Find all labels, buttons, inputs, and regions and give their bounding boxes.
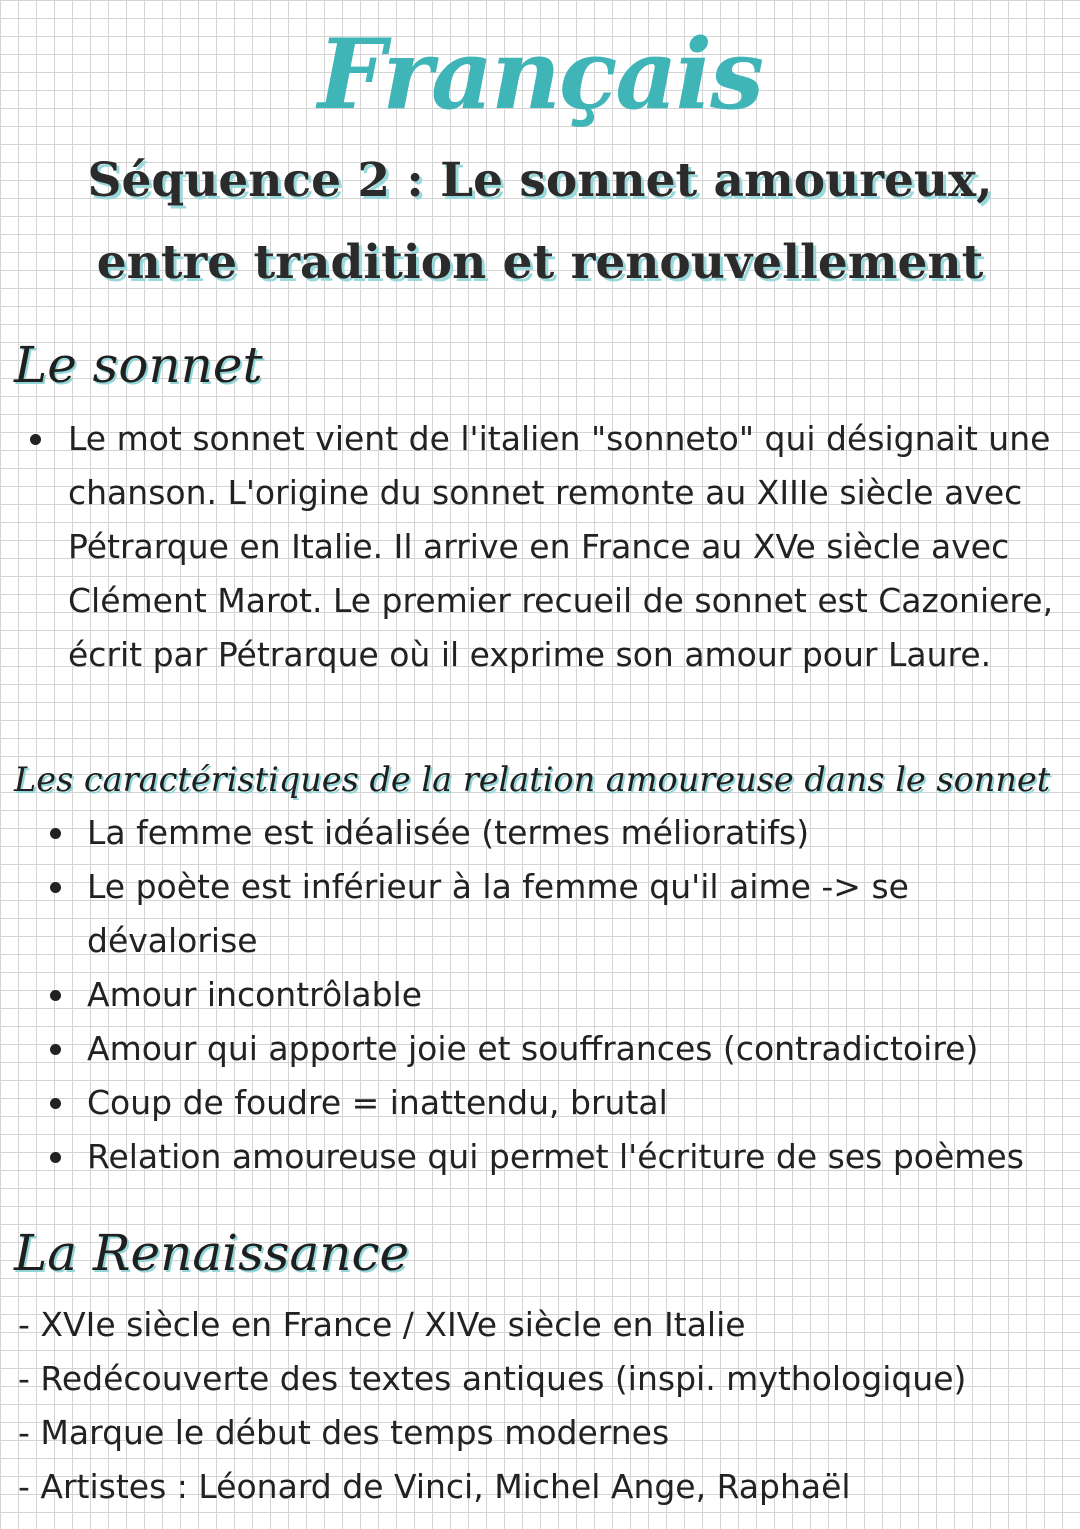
list-item: Coup de foudre = inattendu, brutal <box>87 1076 1077 1130</box>
list-item: Le poète est inférieur à la femme qu'il aime -> se dévalorise <box>87 860 967 968</box>
caracteristiques-list <box>87 806 1077 1184</box>
list-item: - Redécouverte des textes antiques (inspi. mythologique) <box>18 1352 1068 1406</box>
page-title: Français <box>317 18 763 131</box>
list-item: La femme est idéalisée (termes mélioratifs) <box>87 806 1077 860</box>
section-heading-sonnet: Le sonnet <box>14 336 263 394</box>
list-item: - Artistes : Léonard de Vinci, Michel Ange, Raphaël <box>18 1460 1068 1514</box>
list-item: Amour qui apporte joie et souffrances (contradictoire) <box>87 1022 1077 1076</box>
renaissance-list <box>18 1298 1068 1514</box>
section-heading-renaissance: La Renaissance <box>14 1224 410 1282</box>
sonnet-list <box>68 412 1058 682</box>
list-item: Amour incontrôlable <box>87 968 1077 1022</box>
list-item: - Marque le début des temps modernes <box>18 1406 1068 1460</box>
section-heading-caracteristiques: Les caractéristiques de la relation amoureuse dans le sonnet <box>14 760 1051 799</box>
sequence-title: Séquence 2 : Le sonnet amoureux, entre tradition et renouvellement <box>87 153 993 290</box>
list-item: Relation amoureuse qui permet l'écriture de ses poèmes <box>87 1130 1077 1184</box>
list-item: Le mot sonnet vient de l'italien "sonneto" qui désignait une chanson. L'origine du sonnet remonte au XIIIe siècle avec Pétrarque en Italie. Il arrive en France au XVe siècle avec Clément Marot. Le premier recueil de sonnet est Cazoniere, écrit par Pétrarque où il exprime son amour pour Laure. <box>68 412 1058 682</box>
list-item: - XVIe siècle en France / XIVe siècle en Italie <box>18 1298 1068 1352</box>
